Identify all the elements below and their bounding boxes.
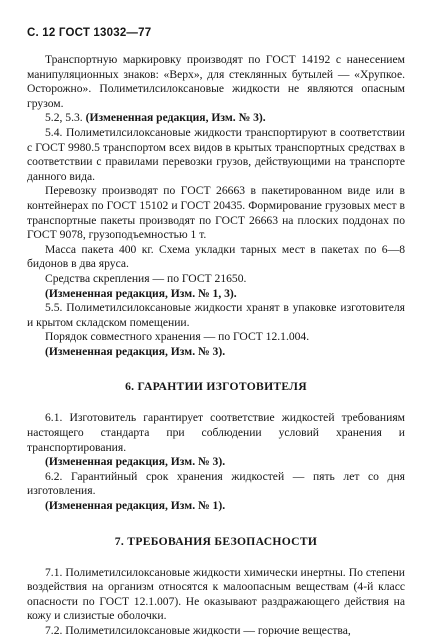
paragraph-6-2: 6.2. Гарантийный срок хранения жидкостей — пять лет со дня изготовления. — [27, 469, 405, 498]
paragraph-fastening: Средства скрепления — по ГОСТ 21650. — [45, 271, 247, 285]
section-heading-7: 7. ТРЕБОВАНИЯ БЕЗОПАСНОСТИ — [114, 534, 318, 548]
section-heading-6: 6. ГАРАНТИИ ИЗГОТОВИТЕЛЯ — [125, 380, 307, 394]
spacer — [27, 514, 405, 535]
paragraph-5-4: 5.4. Полиметилсилоксановые жидкости транспортируют в соответствии с ГОСТ 9980.5 транспортом всех видов в крытых транспортных средствах в соответствии с правилами перевозки грузов, действующими на транспорте данного вида. — [27, 125, 405, 183]
clause-number: 5.2, 5.3. — [45, 111, 83, 125]
paragraph-5-2-5-3 — [27, 111, 405, 126]
paragraph-7-1: 7.1. Полиметилсилоксановые жидкости химически инертны. По степени воздействия на организм относятся к малоопасным веществам (4-й класс опасности по ГОСТ 12.1.007). Не оказывают раздражающего действия на кожу и слизистые оболочки. — [27, 565, 405, 623]
paragraph-transport-packages: Перевозку производят по ГОСТ 26663 в пакетированном виде или в контейнерах по ГОСТ 15102 и ГОСТ 20435. Формирование грузовых мест в транспортные пакеты производят по ГОСТ 26663 на плоских поддонах по ГОСТ 9078, грузоподъемностью 1 т. — [27, 184, 405, 242]
amendment-note: (Измененная редакция, Изм. № 3). — [45, 455, 226, 469]
amendment-note: (Измененная редакция, Изм. № 1). — [45, 499, 226, 513]
spacer — [27, 359, 405, 380]
paragraph-joint-storage: Порядок совместного хранения — по ГОСТ 12.1.004. — [45, 330, 310, 344]
amendment-note: (Измененная редакция, Изм. № 1, 3). — [45, 286, 237, 300]
spacer — [27, 394, 405, 411]
running-head: С. 12 ГОСТ 13032—77 — [27, 27, 152, 39]
paragraph-6-1: 6.1. Изготовитель гарантирует соответствие жидкостей требованиям настоящего стандарта при соблюдении условий хранения и транспортирования. — [27, 411, 405, 454]
paragraph-7-2: 7.2. Полиметилсилоксановые жидкости — горючие вещества, — [45, 624, 351, 637]
spacer — [27, 549, 405, 566]
amendment-note: (Измененная редакция, Изм. № 3). — [45, 344, 226, 358]
paragraph-transport-marking: Транспортную маркировку производят по ГОСТ 14192 с нанесением манипуляционных знаков: «Верх», для стеклянных бутылей — «Хрупкое. Осторожно». Полиметилсилоксановые жидкости не являются опасным грузом. — [27, 53, 405, 110]
amendment-note: (Измененная редакция, Изм. № 3). — [85, 111, 266, 125]
paragraph-5-5: 5.5. Полиметилсилоксановые жидкости хранят в упаковке изготовителя и крытом складском помещении. — [27, 301, 405, 329]
document-body — [27, 53, 405, 639]
paragraph-package-mass: Масса пакета 400 кг. Схема укладки тарных мест в пакетах по 6—8 бидонов в два яруса. — [27, 242, 405, 271]
